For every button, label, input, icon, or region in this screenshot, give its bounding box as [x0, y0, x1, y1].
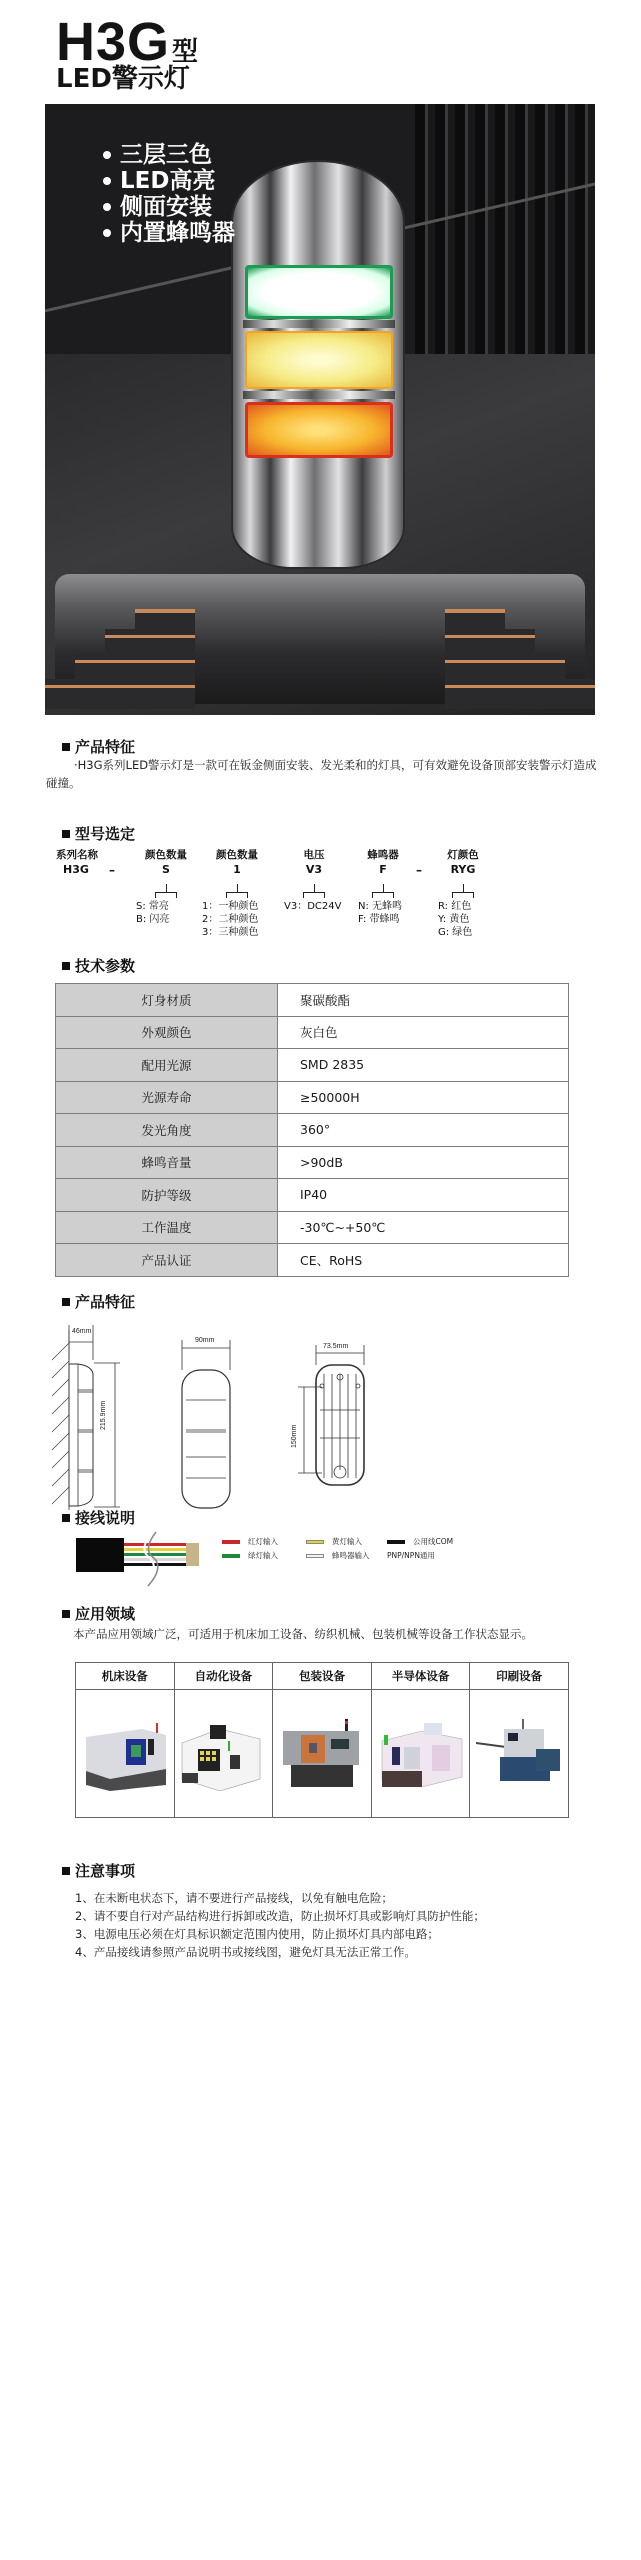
table-row: 外观颜色 灰白色 [56, 1016, 569, 1049]
dim-front-width: 90mm [195, 1337, 215, 1344]
dim-side-depth: 46mm [72, 1328, 92, 1335]
bullet-dot-icon [103, 151, 111, 159]
app-col-semiconductor: 半导体设备 [371, 1663, 470, 1690]
applications-table [75, 1662, 569, 1818]
hero-product-image [45, 104, 595, 715]
bracket-connector-icon [226, 884, 248, 898]
bracket-connector-icon [155, 884, 177, 898]
section-heading-wiring: 接线说明 [62, 1507, 135, 1528]
section-heading-dimensions: 产品特征 [62, 1291, 135, 1312]
hero-slatted-wall [415, 104, 595, 354]
hero-bullet: 三层三色 [103, 142, 235, 168]
white-wire-swatch-icon [306, 1554, 324, 1558]
hero-feature-bullets [103, 142, 235, 246]
features-description: ·H3G系列LED警示灯是一款可在钣金侧面安装、发光柔和的灯具，可有效避免设备顶部安装警示灯造成碰撞。 [46, 758, 597, 790]
model-column-buzzer: 蜂鸣器 F N: 无蜂鸣 F: 带蜂鸣 [358, 849, 403, 925]
legend-item-green: 绿灯输入 [222, 1550, 278, 1561]
app-col-automation: 自动化设备 [174, 1663, 273, 1690]
table-row [76, 1690, 569, 1818]
black-wire-swatch-icon [387, 1540, 405, 1544]
printing-image [470, 1690, 569, 1818]
square-bullet-icon [62, 1610, 70, 1618]
square-bullet-icon [62, 962, 70, 970]
legend-item-red: 红灯输入 [222, 1536, 278, 1547]
product-subtitle: LED警示灯 [56, 64, 190, 94]
bracket-connector-icon [303, 884, 325, 898]
model-column-mode: 颜色数量 S S: 常亮 B: 闪亮 [136, 849, 187, 925]
model-column-voltage: 电压 V3 V3：DC24V [284, 849, 342, 912]
section-heading-model-selection: 型号选定 [62, 823, 135, 844]
table-row: 防护等级 IP40 [56, 1179, 569, 1212]
app-col-packaging: 包装设备 [273, 1663, 372, 1690]
square-bullet-icon [62, 743, 70, 751]
spec-table [55, 983, 569, 1277]
model-column-series: 系列名称 H3G [56, 849, 98, 876]
cable-icon [76, 1528, 201, 1588]
table-row: 配用光源 SMD 2835 [56, 1049, 569, 1082]
stack-light-lamp [233, 162, 403, 567]
hero-bullet: LED高亮 [103, 168, 235, 194]
table-row: 工作温度 -30℃~+50℃ [56, 1211, 569, 1244]
lamp-segment-red [245, 402, 393, 458]
table-row: 产品认证 CE、RoHS [56, 1244, 569, 1277]
model-separator: – [416, 863, 422, 877]
model-column-color-count: 颜色数量 1 1：一种颜色 2：二种颜色 3：三种颜色 [202, 849, 259, 938]
note-item: 2、请不要自行对产品结构进行拆卸或改造，防止损坏灯具或影响灯具防护性能； [75, 1909, 485, 1923]
lamp-ring [243, 391, 395, 399]
machine-tool-image [76, 1690, 175, 1818]
bracket-connector-icon [372, 884, 394, 898]
hero-bullet: 侧面安装 [103, 194, 235, 220]
legend-item-buzzer: 蜂鸣器输入 [306, 1550, 370, 1561]
bullet-dot-icon [103, 229, 111, 237]
bullet-dot-icon [103, 177, 111, 185]
section-heading-features: 产品特征 [62, 736, 135, 757]
note-item: 3、电源电压必须在灯具标识额定范围内使用，防止损坏灯具内部电路； [75, 1927, 439, 1941]
table-row: 光源寿命 ≥50000H [56, 1081, 569, 1114]
model-code-breakdown [56, 848, 496, 948]
app-col-printing: 印刷设备 [470, 1663, 569, 1690]
legend-item-com: 公用线COM [387, 1536, 453, 1547]
wiring-note: PNP/NPN通用 [387, 1551, 435, 1560]
automation-image [174, 1690, 273, 1818]
packaging-image [273, 1690, 372, 1818]
section-heading-specs: 技术参数 [62, 955, 135, 976]
section-heading-notes: 注意事项 [62, 1860, 135, 1881]
square-bullet-icon [62, 830, 70, 838]
hero-bullet: 内置蜂鸣器 [103, 220, 235, 246]
square-bullet-icon [62, 1298, 70, 1306]
table-header-row [76, 1663, 569, 1690]
section-heading-applications: 应用领域 [62, 1603, 135, 1624]
note-item: 4、产品接线请参照产品说明书或接线图，避免灯具无法正常工作。 [75, 1945, 416, 1959]
model-column-light-color: 灯颜色 RYG R: 红色 Y: 黄色 G: 绿色 [438, 849, 479, 938]
green-wire-swatch-icon [222, 1554, 240, 1558]
model-suffix: 型 [172, 36, 200, 66]
lamp-segment-yellow [245, 331, 393, 389]
wiring-legend [222, 1536, 562, 1576]
square-bullet-icon [62, 1514, 70, 1522]
applications-description: 本产品应用领域广泛，可适用于机床加工设备、纺织机械、包装机械等设备工作状态显示。 [73, 1627, 533, 1641]
dimension-drawings [40, 1320, 600, 1510]
table-row: 蜂鸣音量 >90dB [56, 1146, 569, 1179]
dim-back-hole-spacing: 150mm [291, 1424, 298, 1448]
red-wire-swatch-icon [222, 1540, 240, 1544]
note-item: 1、在未断电状态下，请不要进行产品接线，以免有触电危险； [75, 1891, 393, 1905]
model-code: H3G [56, 12, 171, 72]
notes-list [75, 1889, 485, 1961]
lamp-segment-green [245, 265, 393, 319]
dimension-drawing-svg [40, 1320, 600, 1510]
dim-side-height: 215.9mm [100, 1400, 107, 1430]
yellow-wire-swatch-icon [306, 1540, 324, 1544]
lamp-ring [243, 320, 395, 328]
semiconductor-image [371, 1690, 470, 1818]
dim-back-width: 73.5mm [323, 1343, 349, 1350]
app-col-machine-tool: 机床设备 [76, 1663, 175, 1690]
table-row: 发光角度 360° [56, 1114, 569, 1147]
cable-illustration [76, 1528, 201, 1588]
legend-item-yellow: 黄灯输入 [306, 1536, 362, 1547]
table-row: 灯身材质 聚碳酸酯 [56, 984, 569, 1017]
model-separator: – [109, 863, 115, 877]
square-bullet-icon [62, 1867, 70, 1875]
bracket-connector-icon [452, 884, 474, 898]
bullet-dot-icon [103, 203, 111, 211]
